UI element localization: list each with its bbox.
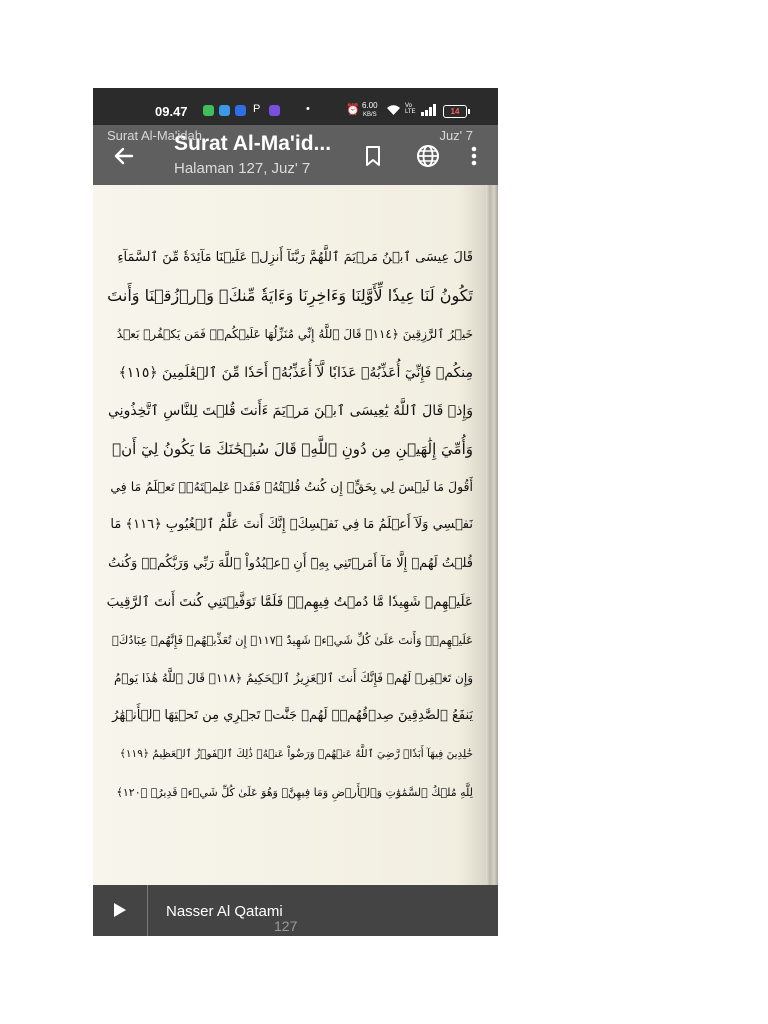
- status-bar: [93, 88, 498, 125]
- verse-line[interactable]: وَإِذۡ قَالَ ٱللَّهُ يَٰعِيسَى ٱبۡنَ مَرۡيَمَ ءَأَنتَ قُلۡتَ لِلنَّاسِ ٱتَّخِذُونِي: [108, 402, 473, 419]
- background-surah-label: Surat Al-Ma'idah: [107, 128, 202, 143]
- verse-line[interactable]: قُلۡتُ لَهُمۡ إِلَّا مَآ أَمَرۡتَنِي بِهِۦٓ أَنِ ٱعۡبُدُواْ ٱللَّهَ رَبِّي وَرَبَّكُمۡۚ وَكُنتُ: [108, 555, 473, 571]
- verse-line[interactable]: وَإِن تَغۡفِرۡ لَهُمۡ فَإِنَّكَ أَنتَ ٱلۡعَزِيزُ ٱلۡحَكِيمُ ﴿١١٨﴾ قَالَ ٱللَّهُ هَٰذَا يَوۡمُ: [113, 671, 473, 686]
- bookmark-button[interactable]: [361, 144, 385, 168]
- verse-line[interactable]: قَالَ عِيسَى ٱبۡنُ مَرۡيَمَ ٱللَّهُمَّ رَبَّنَآ أَنزِلۡ عَلَيۡنَا مَآئِدَةٗ مِّنَ ٱلسَّمَآءِ: [117, 250, 473, 265]
- battery-nub: [468, 109, 470, 114]
- discord-icon: [269, 105, 280, 116]
- verse-line[interactable]: نَفۡسِي وَلَآ أَعۡلَمُ مَا فِي نَفۡسِكَۚ إِنَّكَ أَنتَ عَلَّٰمُ ٱلۡغُيُوبِ ﴿١١٦﴾ مَا: [110, 517, 473, 533]
- app-icon-blue: [219, 105, 230, 116]
- play-icon: [113, 902, 127, 918]
- whatsapp-icon: [203, 105, 214, 116]
- arrow-back-icon: [111, 143, 137, 169]
- audio-player-bar: [93, 885, 498, 936]
- back-button[interactable]: [111, 143, 137, 169]
- overflow-menu-button[interactable]: [466, 143, 482, 169]
- signal-icon: [421, 104, 437, 116]
- page-subtitle: Halaman 127, Juz' 7: [174, 160, 311, 177]
- translation-button[interactable]: [415, 143, 441, 169]
- play-button[interactable]: [93, 885, 148, 936]
- dot-icon: •: [306, 103, 310, 115]
- battery-icon: 14: [443, 105, 467, 118]
- verse-line[interactable]: خَيۡرُ ٱلرَّٰزِقِينَ ﴿١١٤﴾ قَالَ ٱللَّهُ إِنِّي مُنَزِّلُهَا عَلَيۡكُمۡۖ فَمَن يَكۡفُرۡ بَعۡدُ: [116, 327, 473, 342]
- verse-line[interactable]: لِلَّهِ مُلۡكُ ٱلسَّمَٰوَٰتِ وَٱلۡأَرۡضِ وَمَا فِيهِنَّۚ وَهُوَ عَلَىٰ كُلِّ شَيۡءٖ قَدِيرُۢ ﴿١٢٠﴾: [116, 785, 473, 799]
- bookmark-icon: [361, 144, 385, 168]
- background-juz-label: Juz' 7: [439, 128, 473, 143]
- p-icon: P: [253, 103, 261, 115]
- phone-screen: [93, 88, 498, 936]
- verse-line[interactable]: يَنفَعُ ٱلصَّٰدِقِينَ صِدۡقُهُمۡۚ لَهُمۡ جَنَّٰتٞ تَجۡرِي مِن تَحۡتِهَا ٱلۡأَنۡهَٰرُ: [112, 708, 473, 724]
- verse-text-block: [107, 239, 473, 812]
- status-time: 09.47: [155, 104, 188, 119]
- more-vert-icon: [466, 143, 482, 169]
- verse-line[interactable]: مِنكُمۡ فَإِنِّيٓ أُعَذِّبُهُۥ عَذَابٗا لَّآ أُعَذِّبُهُۥٓ أَحَدٗا مِّنَ ٱلۡعَٰلَمِينَ ﴿١١٥﴾: [118, 364, 473, 381]
- page-edge: [486, 185, 498, 885]
- verse-line[interactable]: عَلَيۡهِمۡۚ وَأَنتَ عَلَىٰ كُلِّ شَيۡءٖ شَهِيدٌ ﴿١١٧﴾ إِن تُعَذِّبۡهُمۡ فَإِنَّهُمۡ عِبَادُكَۖ: [111, 632, 473, 647]
- verse-line[interactable]: وَأُمِّيَ إِلَٰهَيۡنِ مِن دُونِ ٱللَّهِۖ قَالَ سُبۡحَٰنَكَ مَا يَكُونُ لِيٓ أَنۡ: [112, 439, 473, 458]
- verse-line[interactable]: أَقُولَ مَا لَيۡسَ لِي بِحَقٍّۚ إِن كُنتُ قُلۡتُهُۥ فَقَدۡ عَلِمۡتَهُۥۚ تَعۡلَمُ مَا فِي: [110, 479, 473, 495]
- quran-page[interactable]: [93, 185, 498, 885]
- page-title: Surat Al-Ma'id...: [174, 132, 332, 155]
- radio-icon: [235, 105, 246, 116]
- alarm-icon: ⏰: [346, 104, 360, 116]
- reciter-name[interactable]: Nasser Al Qatami: [166, 903, 283, 920]
- wifi-icon: [386, 104, 401, 116]
- globe-icon: [415, 143, 441, 169]
- verse-line[interactable]: عَلَيۡهِمۡ شَهِيدٗا مَّا دُمۡتُ فِيهِمۡۖ فَلَمَّا تَوَفَّيۡتَنِي كُنتَ أَنتَ ٱلرَّقِيبَ: [107, 593, 473, 610]
- verse-line[interactable]: خَٰلِدِينَ فِيهَآ أَبَدٗاۖ رَّضِيَ ٱللَّهُ عَنۡهُمۡ وَرَضُواْ عَنۡهُۚ ذَٰلِكَ ٱلۡفَوۡزُ ٱلۡعَظِيمُ ﴿١١٩﴾: [119, 748, 473, 761]
- page-number: 127: [274, 918, 298, 934]
- verse-line[interactable]: تَكُونُ لَنَا عِيدٗا لِّأَوَّلِنَا وَءَاخِرِنَا وَءَايَةٗ مِّنكَۖ وَٱرۡزُقۡنَا وَأَنتَ: [107, 286, 473, 306]
- volte-icon: Vo LTE: [405, 103, 416, 115]
- network-speed: 6.00 KB/S: [362, 101, 378, 118]
